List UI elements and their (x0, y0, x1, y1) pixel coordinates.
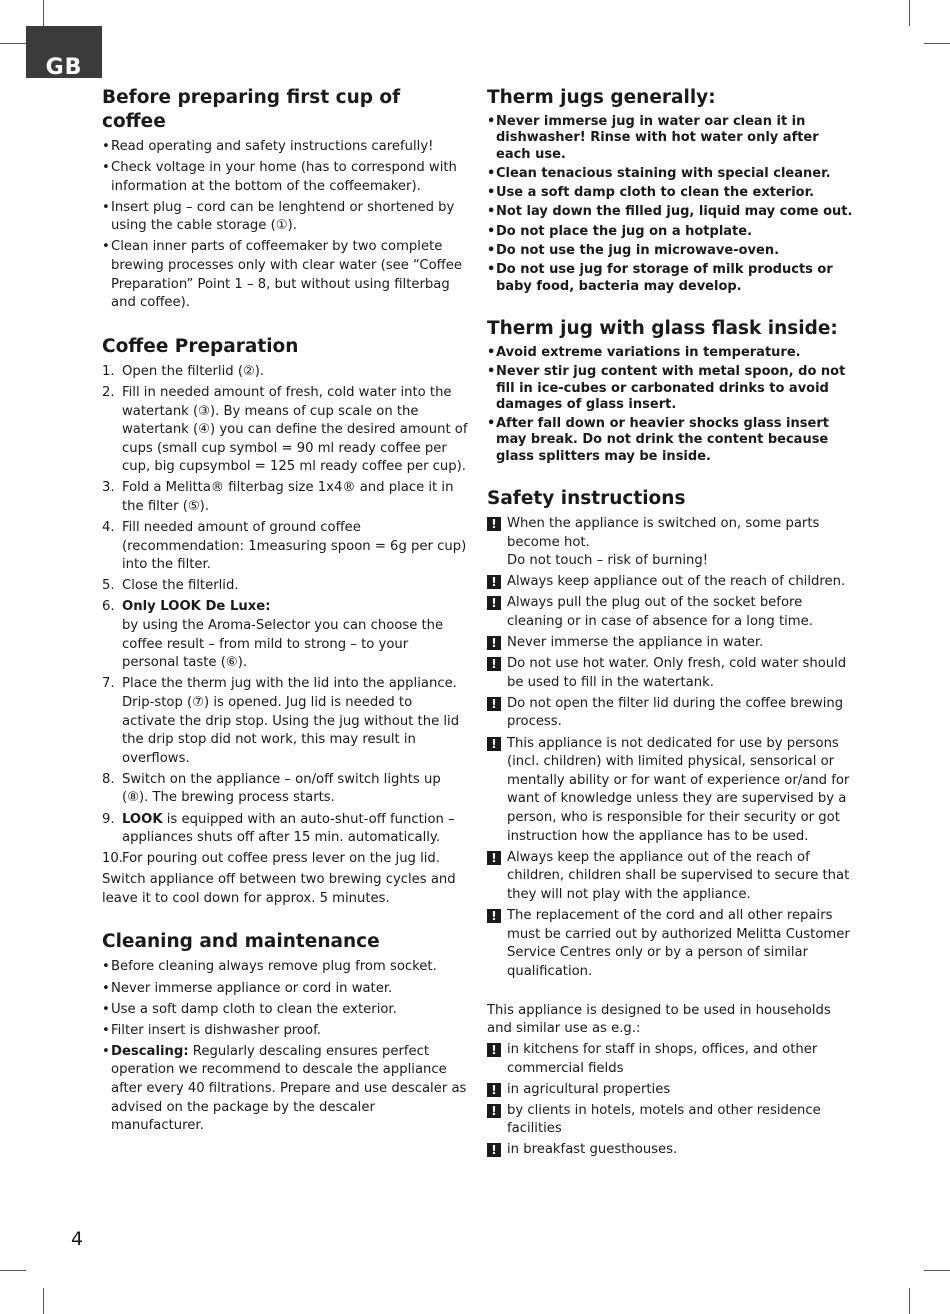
list-item: • Never immerse jug in water oar clean it in dishwasher! Rinse with hot water only after each use. (487, 114, 819, 162)
crop-mark (909, 1288, 910, 1314)
step-item: 9. LOOK is equipped with an auto-shut-off function – appliances shuts off after 15 min. automatically. (102, 811, 455, 846)
list-item: • Use a soft damp cloth to clean the exterior. (487, 185, 815, 201)
section-therm-jugs (487, 86, 853, 295)
list-item: • Not lay down the filled jug, liquid may come out. (487, 204, 853, 220)
warning-item: ! Always keep the appliance out of the reach of children, children shall be supervised to secure that they will not play with the appliance. (487, 849, 853, 905)
bullet-icon: • (487, 243, 496, 259)
list-item: • Descaling: Regularly descaling ensures perfect operation we recommend to descale the appliance after every 40 filtrations. Prepare and use descaler as advised on the package by the descaler manufacturer. (102, 1043, 467, 1134)
household-item: ! in agricultural properties (487, 1081, 853, 1100)
household-item: ! by clients in hotels, motels and other residence facilities (487, 1102, 853, 1139)
step-item: 4. Fill needed amount of ground coffee (recommendation: 1measuring spoon = 6g per cup) into the filter. (102, 520, 467, 573)
section-glass-flask (487, 317, 853, 465)
list-item: • Do not use the jug in microwave-oven. (487, 243, 780, 259)
section-safety (487, 487, 853, 1160)
warning-item: ! Always pull the plug out of the socket before cleaning or in case of absence for a long time. (487, 594, 853, 631)
bullet-icon: • (102, 1043, 110, 1059)
right-column (487, 86, 853, 1182)
list-item: • Clean inner parts of coffeemaker by two complete brewing processes only with clear water (see “Coffee Preparation” Point 1 – 8, but without using filterbag and coffee). (102, 239, 462, 311)
warning-icon: ! (487, 1104, 501, 1118)
section-title: Therm jugs generally: (487, 87, 716, 108)
bullet-icon: • (102, 959, 110, 975)
section-first-cup (102, 86, 468, 313)
crop-mark (924, 1270, 950, 1271)
household-item: ! in breakfast guesthouses. (487, 1141, 853, 1160)
warning-item: ! Do not open the filter lid during the coffee brewing process. (487, 695, 853, 732)
list-item: • Insert plug – cord can be lenghtend or shortened by using the cable storage (①). (102, 199, 455, 234)
list-item: • Do not use jug for storage of milk products or baby food, bacteria may develop. (487, 262, 833, 294)
step-item: 7. Place the therm jug with the lid into the appliance. Drip-stop (⑦) is opened. Jug lid is needed to activate the drip stop. Using the jug without the lid the drip stop did not work, this may result in overflows. (102, 676, 460, 766)
bullet-icon: • (102, 160, 110, 176)
list-item: • Use a soft damp cloth to clean the exterior. (102, 1001, 468, 1020)
list-item: • Never stir jug content with metal spoon, do not fill in ice-cubes or carbonated drinks to avoid damages of glass insert. (487, 364, 846, 412)
bullet-icon: • (102, 139, 110, 154)
crop-mark (43, 1288, 44, 1314)
section-cleaning (102, 930, 468, 1135)
crop-mark (909, 0, 910, 26)
page-number: 4 (71, 1228, 84, 1250)
list-item: • Do not place the jug on a hotplate. (487, 223, 753, 239)
bullet-icon: • (487, 185, 496, 201)
warning-item: ! When the appliance is switched on, some parts become hot. Do not touch – risk of burning! (487, 515, 853, 571)
bullet-icon: • (102, 1001, 110, 1017)
bullet-icon: • (102, 239, 110, 255)
warning-item: ! Always keep appliance out of the reach of children. (487, 573, 853, 592)
crop-mark (924, 43, 950, 44)
bullet-icon: • (487, 165, 496, 181)
section-title: Coffee Preparation (102, 335, 299, 357)
left-column (102, 86, 468, 1158)
list-item: • After fall down or heavier shocks glass insert may break. Do not drink the content because glass splitters may be inside. (487, 416, 829, 464)
household-intro: This appliance is designed to be used in households and similar use as e.g.: (487, 1002, 831, 1037)
crop-mark (0, 1270, 26, 1271)
warning-item: ! Do not use hot water. Only fresh, cold water should be used to fill in the watertank. (487, 655, 853, 692)
warning-item: ! Never immerse the appliance in water. (487, 634, 853, 653)
warning-icon: ! (487, 575, 501, 589)
language-code: GB (45, 55, 83, 80)
warning-item: ! The replacement of the cord and all other repairs must be carried out by authorized Melitta Customer Service Centres only or by a person of similar qualification. (487, 907, 853, 981)
step-item: 1. Open the filterlid (②). (102, 363, 265, 379)
bullet-icon: • (102, 199, 110, 215)
step-item: 8. Switch on the appliance – on/off switch lights up (⑧). The brewing process starts. (102, 771, 441, 806)
warning-icon: ! (487, 737, 501, 751)
language-tab (26, 26, 102, 78)
warning-icon: ! (487, 909, 501, 923)
warning-icon: ! (487, 636, 501, 650)
list-item: • Clean tenacious staining with special cleaner. (487, 165, 831, 181)
list-item: • Avoid extreme variations in temperature. (487, 344, 801, 360)
prep-note: Switch appliance off between two brewing cycles and leave it to cool down for approx. 5 minutes. (102, 872, 456, 906)
section-title: Therm jug with glass flask inside: (487, 317, 838, 339)
step-item: 10. For pouring out coffee press lever on the jug lid. (102, 851, 440, 867)
warning-icon: ! (487, 851, 501, 865)
bullet-icon: • (487, 364, 496, 380)
bullet-icon: • (487, 262, 496, 278)
step-item: 5. Close the filterlid. (102, 578, 239, 594)
section-title: Before preparing first cup of coffee (102, 87, 401, 132)
list-item: • Filter insert is dishwasher proof. (102, 1022, 468, 1041)
warning-icon: ! (487, 596, 501, 610)
warning-icon: ! (487, 657, 501, 671)
warning-icon: ! (487, 1083, 501, 1097)
bullet-icon: • (487, 114, 496, 129)
list-item: • Check voltage in your home (has to correspond with information at the bottom of the coffeemaker). (102, 160, 457, 194)
bullet-icon: • (487, 344, 496, 360)
section-coffee-preparation (102, 335, 468, 909)
step-item: 2. Fill in needed amount of fresh, cold water into the watertank (③). By means of cup scale on the watertank (④) you can define the desired amount of cups (small cup symbol = 90 ml ready coffee per cup, big cupsymbol = 125 ml ready coffee per cup). (102, 384, 468, 475)
section-title: Safety instructions (487, 488, 686, 510)
warning-item: ! This appliance is not dedicated for use by persons (incl. children) with limited physical, sensorical or mentally ability or for want of experience or/and for want of knowledge unless they are supervised by a person, who is responsible for their security or got instruction how the appliance has to be used. (487, 735, 853, 847)
list-item: • Never immerse appliance or cord in water. (102, 980, 468, 999)
step-item: 6. Only LOOK De Luxe: by using the Aroma-Selector you can choose the coffee result – from mild to strong – to your personal taste (⑥). (102, 599, 444, 671)
bullet-icon: • (487, 204, 496, 220)
crop-mark (43, 0, 44, 26)
crop-mark (0, 43, 26, 44)
bullet-icon: • (487, 223, 496, 239)
warning-icon: ! (487, 1143, 501, 1157)
section-title: Cleaning and maintenance (102, 931, 380, 953)
household-item: ! in kitchens for staff in shops, offices, and other commercial fields (487, 1041, 853, 1078)
bullet-icon: • (102, 1022, 110, 1038)
list-item: • Before cleaning always remove plug from socket. (102, 958, 468, 977)
step-item: 3. Fold a Melitta® filterbag size 1x4® and place it in the filter (⑤). (102, 480, 454, 514)
list-item: • Read operating and safety instructions carefully! (102, 138, 468, 157)
warning-icon: ! (487, 517, 501, 531)
bullet-icon: • (487, 416, 496, 432)
warning-icon: ! (487, 697, 501, 711)
bullet-icon: • (102, 980, 110, 996)
warning-icon: ! (487, 1043, 501, 1057)
